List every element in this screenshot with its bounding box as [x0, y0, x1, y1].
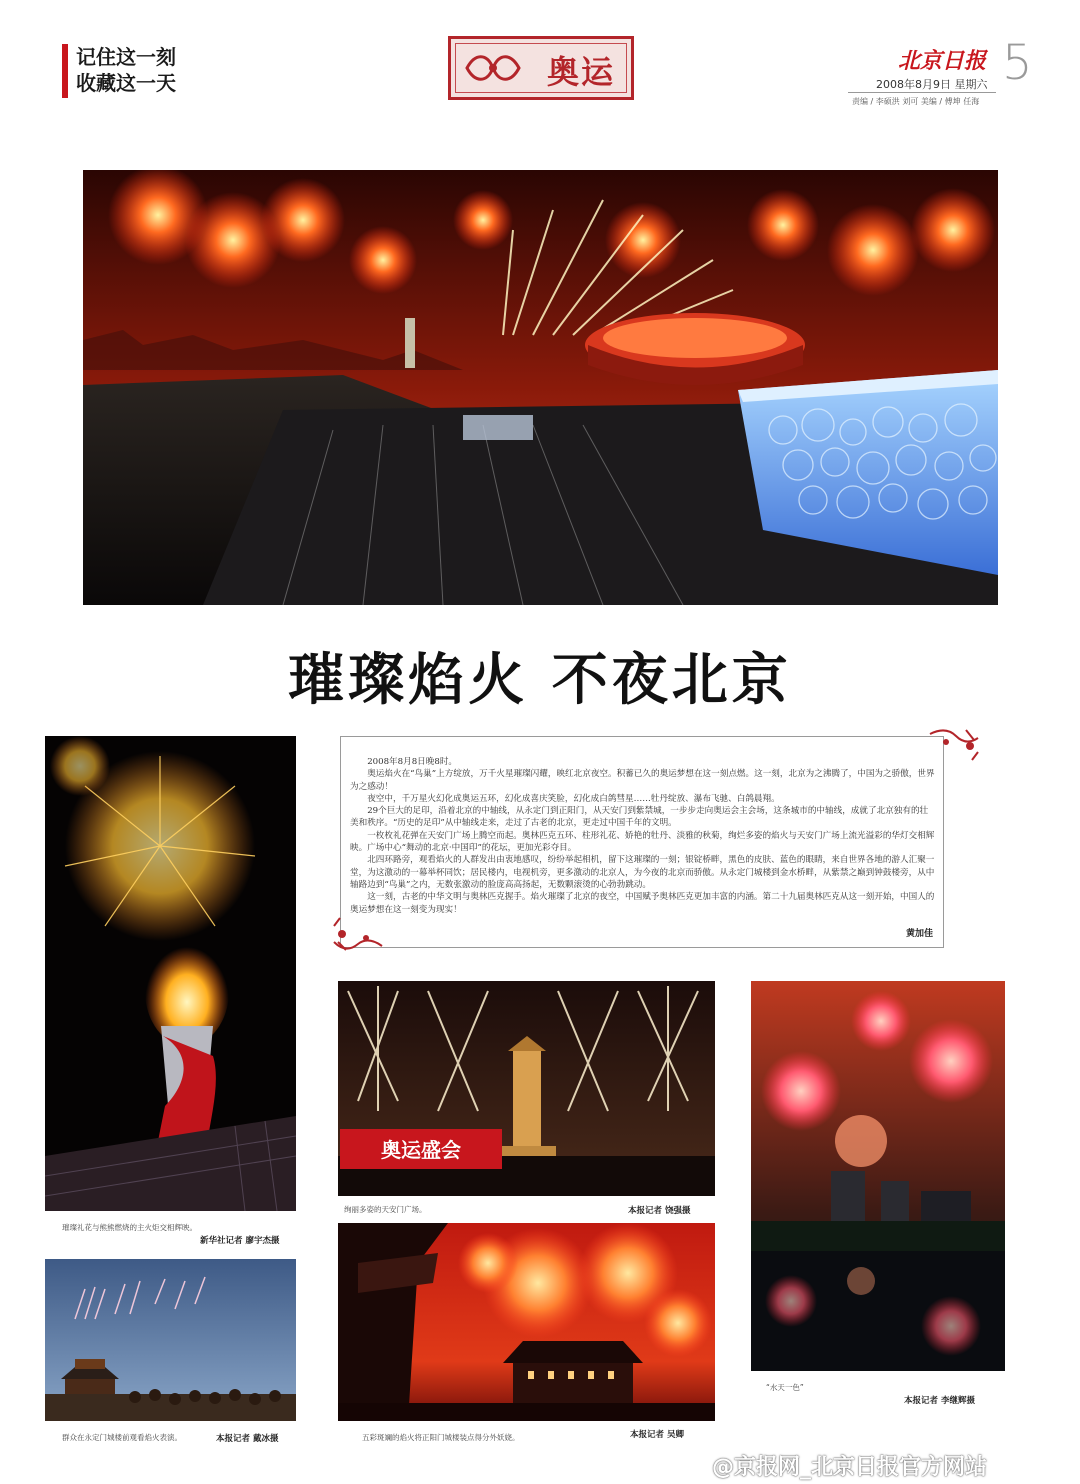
slogan-bar [62, 44, 68, 98]
photo-credit: 本报记者 戴冰摄 [216, 1434, 279, 1444]
photo-credit: 本报记者 饶强摄 [628, 1206, 691, 1216]
issue-date: 2008年8月9日 星期六 [876, 78, 988, 91]
header-divider [848, 92, 996, 93]
article-paragraph: 2008年8月8日晚8时。 [367, 757, 458, 767]
photo-yongdingmen [45, 1259, 296, 1421]
photo-credit: 新华社记者 廖宇杰摄 [200, 1236, 280, 1246]
article-author: 黄加佳 [906, 929, 934, 939]
article-paragraph: 夜空中，千万星火幻化成奥运五环，幻化成喜庆笑脸，幻化成白鸽彗星……牡丹绽放、瀑布飞驰、白鸽晨翔。 [367, 793, 780, 804]
photo-caption: 绚丽多姿的天安门广场。 [344, 1205, 427, 1214]
hero-photo-birds-nest [83, 170, 998, 605]
photo-caption: 璀璨礼花与熊熊燃烧的主火炬交相辉映。 [62, 1223, 197, 1232]
photo-caption: “水天一色” [766, 1383, 804, 1392]
chinese-knot-icon [461, 49, 525, 87]
section-seal [448, 36, 634, 100]
newspaper-logo: 北京日报 [898, 48, 987, 74]
photo-tiananmen [338, 981, 715, 1196]
photo-zhengyangmen [338, 1223, 715, 1421]
banner-text: 奥运盛会 [381, 1138, 461, 1162]
slogan [76, 44, 176, 96]
page-number: 5 [1002, 35, 1033, 91]
photo-credit: 本报记者 吴卿 [630, 1430, 684, 1440]
photo-caption: 五彩斑斓的焰火将正阳门城楼装点得分外妖娆。 [362, 1433, 520, 1442]
photo-credit: 本报记者 李继辉摄 [904, 1396, 975, 1406]
editors-credit: 责编 / 李硕洪 刘可 美编 / 傅坤 任海 [852, 97, 980, 106]
photo-river [751, 981, 1005, 1371]
slogan-line-1: 记住这一刻 [76, 45, 176, 69]
article-paragraph: 这一刻，古老的中华文明与奥林匹克握手。焰火璀璨了北京的夜空，中国赋予奥林匹克更加丰富的内涵。第二十九届奥林匹克从这一刻开始，中国人的奥运梦想在这一刻变为现实！ [350, 892, 935, 915]
article-paragraph: 奥运焰火在“鸟巢”上方绽放，万千火星璀璨闪耀，映红北京夜空。积蓄已久的奥运梦想在这一刻点燃。这一刻，北京为之沸腾了，中国为之骄傲，世界为之感动！ [350, 769, 935, 792]
article-paragraph: 北四环路旁，观看焰火的人群发出由衷地感叹，纷纷举起相机，留下这璀璨的一刻；银锭桥畔，黑色的皮肤、蓝色的眼睛，来自世界各地的游人汇聚一堂，为这激动的一幕举杯同饮；居民楼内，电视机旁，更多激动的北京人，为今夜的北京而骄傲。从永定门城楼到金水桥畔，从紫禁之巅到钟鼓楼旁，从中轴路边到“鸟巢”之内，无数张激动的脸庞高高扬起，无数颗滚烫的心勃勃跳动。 [350, 855, 935, 890]
photo-cauldron [45, 736, 296, 1211]
article-paragraph: 一枚枚礼花弹在天安门广场上腾空而起。奥林匹克五环、柱形礼花、娇艳的牡丹、淡雅的秋菊，绚烂多姿的焰火与天安门广场上流光溢彩的华灯交相辉映。广场中心“舞动的北京·中国印”的花坛，更加光彩夺目。 [350, 830, 935, 854]
corner-ornament-icon [330, 914, 386, 954]
slogan-line-2: 收藏这一天 [76, 71, 176, 95]
section-title: 奥运 [546, 53, 615, 91]
photo-caption: 群众在永定门城楼前观看焰火表演。 [62, 1433, 182, 1442]
headline: 璀璨焰火 不夜北京 [288, 647, 792, 713]
watermark: @京报网_北京日报官方网站 [712, 1455, 988, 1480]
article-body [350, 756, 936, 916]
article-paragraph: 29个巨大的足印，沿着北京的中轴线，从永定门到正阳门，从天安门到紫禁城，一步步走向奥运会主会场，这条城市的中轴线，成就了北京独有的壮美和秩序。“历史的足印”从中轴线走来，走过了古老的北京，更走过中国千年的文明。 [350, 806, 929, 829]
